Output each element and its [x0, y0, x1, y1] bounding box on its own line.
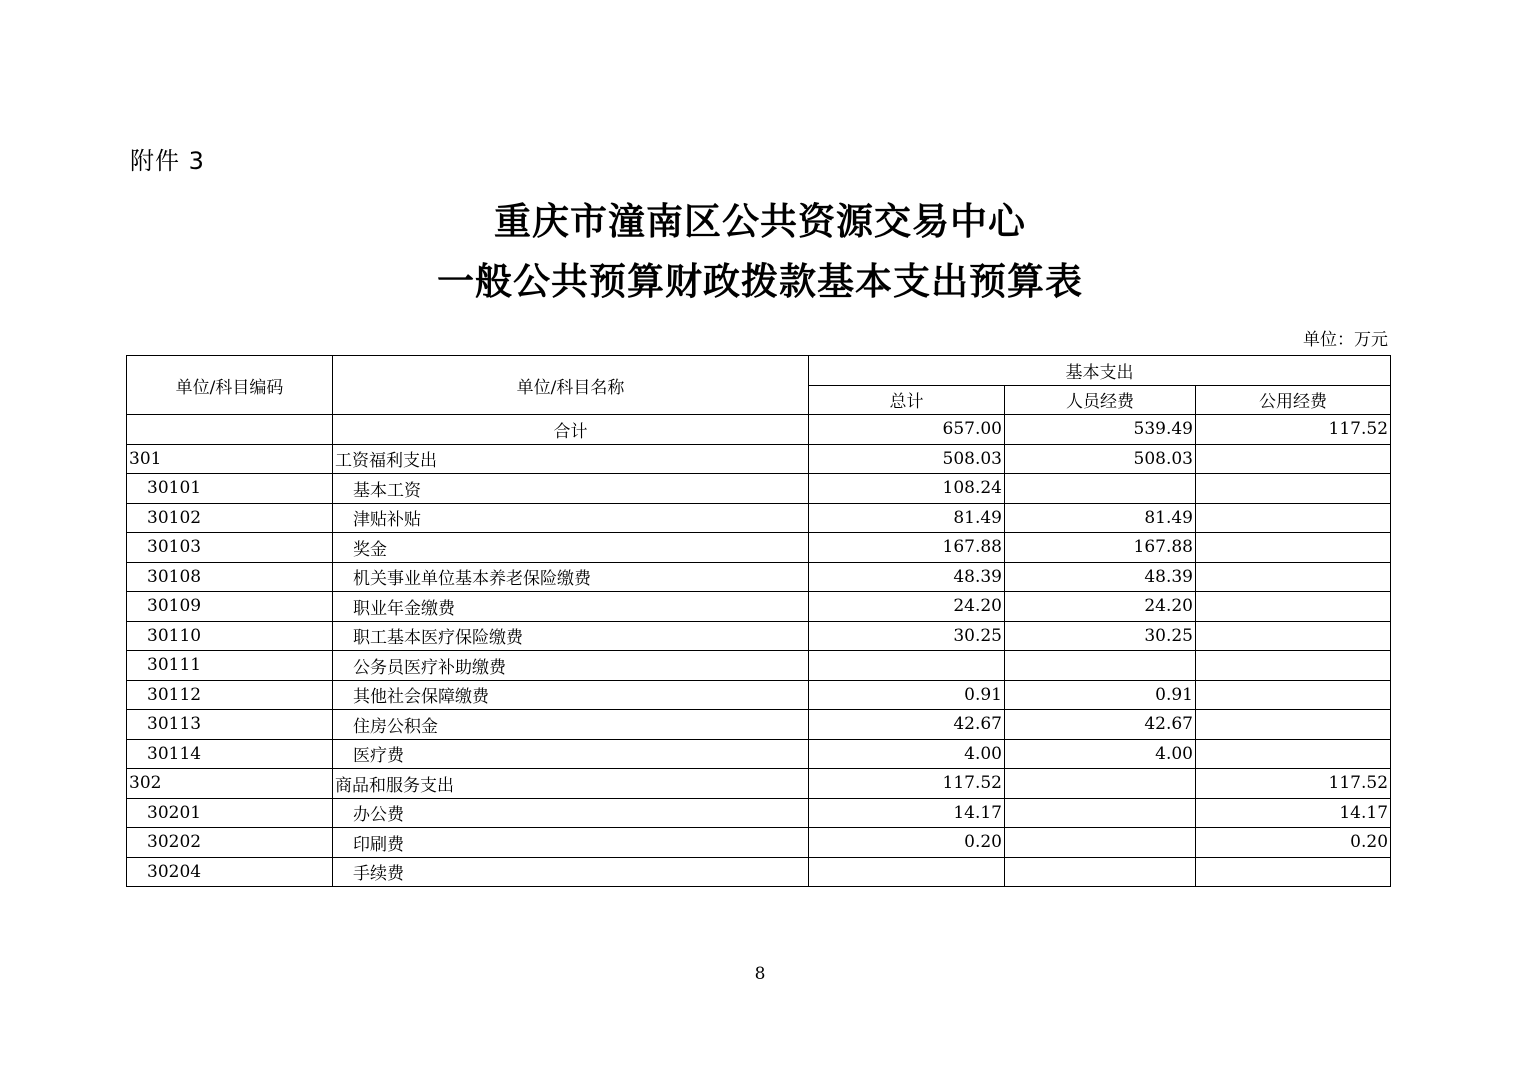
header-code: 单位/科目编码 — [127, 356, 333, 415]
row-public — [1196, 739, 1391, 769]
total-row-name: 合计 — [333, 415, 809, 445]
row-public: 117.52 — [1196, 769, 1391, 799]
row-public — [1196, 474, 1391, 504]
row-personnel — [1005, 857, 1196, 887]
budget-table — [126, 355, 1391, 887]
header-row-1 — [127, 356, 1391, 386]
table-row — [127, 739, 1391, 769]
document-title-line-1: 重庆市潼南区公共资源交易中心 — [494, 199, 1026, 243]
row-total — [809, 857, 1005, 887]
table-row — [127, 621, 1391, 651]
row-name: 职业年金缴费 — [333, 592, 809, 622]
row-public — [1196, 651, 1391, 681]
row-total: 42.67 — [809, 710, 1005, 740]
row-name: 手续费 — [333, 857, 809, 887]
table-row — [127, 503, 1391, 533]
row-code: 30109 — [127, 592, 333, 622]
total-row-personnel: 539.49 — [1005, 415, 1196, 445]
row-total: 81.49 — [809, 503, 1005, 533]
table-row — [127, 769, 1391, 799]
row-name: 印刷费 — [333, 828, 809, 858]
row-code: 30113 — [127, 710, 333, 740]
row-code: 30110 — [127, 621, 333, 651]
unit-label: 单位：万元 — [1303, 330, 1388, 350]
row-name: 机关事业单位基本养老保险缴费 — [333, 562, 809, 592]
row-code: 30111 — [127, 651, 333, 681]
row-name: 商品和服务支出 — [333, 769, 809, 799]
header-basic-expenditure: 基本支出 — [809, 356, 1391, 386]
row-personnel — [1005, 769, 1196, 799]
table-row — [127, 474, 1391, 504]
table-row — [127, 710, 1391, 740]
row-name: 住房公积金 — [333, 710, 809, 740]
header-total: 总计 — [809, 385, 1005, 415]
row-code: 30114 — [127, 739, 333, 769]
attachment-label: 附件 3 — [130, 147, 205, 175]
row-code: 30202 — [127, 828, 333, 858]
row-public — [1196, 621, 1391, 651]
table-row — [127, 798, 1391, 828]
total-row — [127, 415, 1391, 445]
table-row — [127, 828, 1391, 858]
row-code: 30103 — [127, 533, 333, 563]
header-name: 单位/科目名称 — [333, 356, 809, 415]
row-public: 0.20 — [1196, 828, 1391, 858]
row-name: 职工基本医疗保险缴费 — [333, 621, 809, 651]
row-personnel: 30.25 — [1005, 621, 1196, 651]
row-code: 30102 — [127, 503, 333, 533]
row-total: 14.17 — [809, 798, 1005, 828]
row-total: 508.03 — [809, 444, 1005, 474]
table-row — [127, 651, 1391, 681]
total-row-code — [127, 415, 333, 445]
table-row — [127, 533, 1391, 563]
row-public — [1196, 710, 1391, 740]
row-personnel: 42.67 — [1005, 710, 1196, 740]
row-total: 167.88 — [809, 533, 1005, 563]
row-personnel: 508.03 — [1005, 444, 1196, 474]
row-total: 117.52 — [809, 769, 1005, 799]
row-name: 津贴补贴 — [333, 503, 809, 533]
row-total: 4.00 — [809, 739, 1005, 769]
row-code: 30101 — [127, 474, 333, 504]
row-public — [1196, 503, 1391, 533]
header-personnel: 人员经费 — [1005, 385, 1196, 415]
row-public — [1196, 562, 1391, 592]
row-public — [1196, 680, 1391, 710]
row-code: 301 — [127, 444, 333, 474]
table-row — [127, 680, 1391, 710]
row-public — [1196, 533, 1391, 563]
table-row — [127, 562, 1391, 592]
row-public: 14.17 — [1196, 798, 1391, 828]
row-personnel — [1005, 798, 1196, 828]
row-total: 0.91 — [809, 680, 1005, 710]
row-personnel — [1005, 651, 1196, 681]
row-public — [1196, 444, 1391, 474]
page-number: 8 — [754, 964, 766, 984]
row-personnel: 4.00 — [1005, 739, 1196, 769]
row-name: 其他社会保障缴费 — [333, 680, 809, 710]
row-name: 医疗费 — [333, 739, 809, 769]
row-code: 302 — [127, 769, 333, 799]
row-name: 办公费 — [333, 798, 809, 828]
total-row-total: 657.00 — [809, 415, 1005, 445]
row-personnel — [1005, 474, 1196, 504]
row-personnel: 167.88 — [1005, 533, 1196, 563]
row-total — [809, 651, 1005, 681]
row-total: 48.39 — [809, 562, 1005, 592]
row-total: 0.20 — [809, 828, 1005, 858]
table-row — [127, 857, 1391, 887]
row-code: 30204 — [127, 857, 333, 887]
row-name: 基本工资 — [333, 474, 809, 504]
row-code: 30201 — [127, 798, 333, 828]
row-total: 24.20 — [809, 592, 1005, 622]
row-personnel: 48.39 — [1005, 562, 1196, 592]
row-personnel: 24.20 — [1005, 592, 1196, 622]
row-name: 奖金 — [333, 533, 809, 563]
row-personnel: 0.91 — [1005, 680, 1196, 710]
row-public — [1196, 592, 1391, 622]
row-personnel — [1005, 828, 1196, 858]
header-public: 公用经费 — [1196, 385, 1391, 415]
row-name: 公务员医疗补助缴费 — [333, 651, 809, 681]
row-code: 30112 — [127, 680, 333, 710]
row-public — [1196, 857, 1391, 887]
document-title-line-2: 一般公共预算财政拨款基本支出预算表 — [437, 259, 1083, 303]
row-personnel: 81.49 — [1005, 503, 1196, 533]
row-total: 30.25 — [809, 621, 1005, 651]
row-code: 30108 — [127, 562, 333, 592]
row-name: 工资福利支出 — [333, 444, 809, 474]
table-row — [127, 444, 1391, 474]
total-row-public: 117.52 — [1196, 415, 1391, 445]
row-total: 108.24 — [809, 474, 1005, 504]
table-row — [127, 592, 1391, 622]
